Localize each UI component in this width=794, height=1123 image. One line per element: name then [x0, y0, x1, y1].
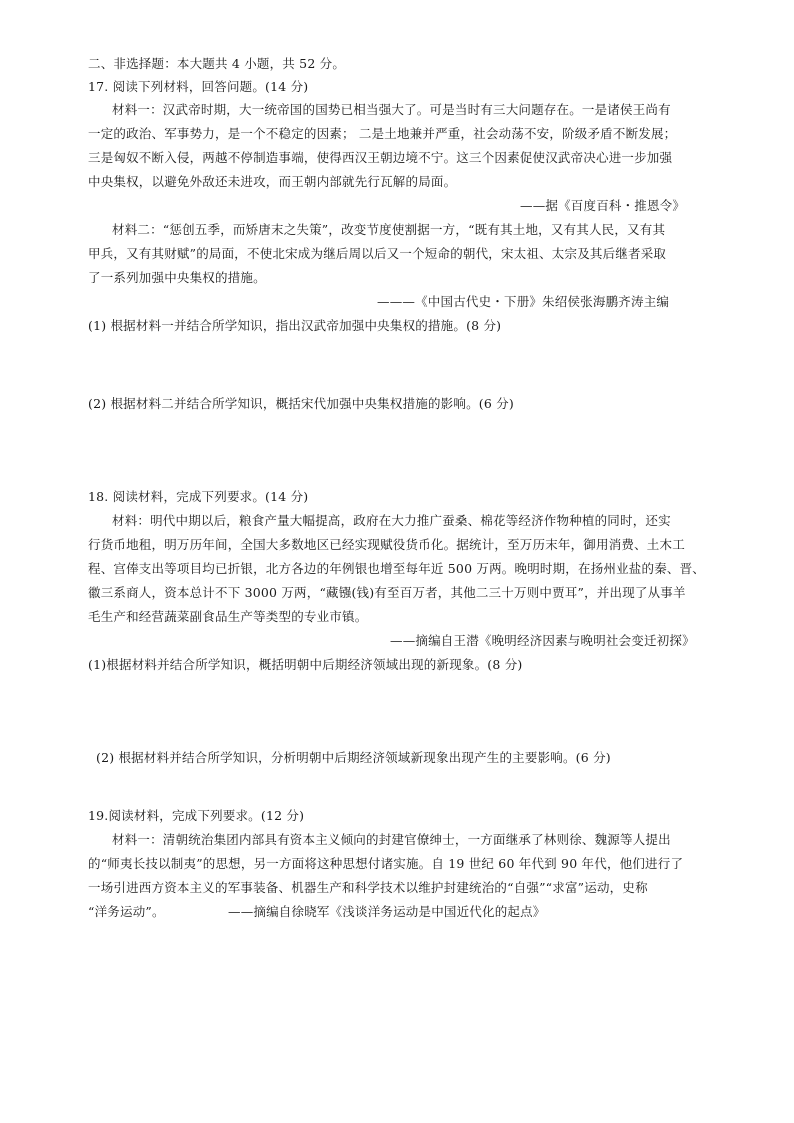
q18-material-line: 毛生产和经营蔬菜副食品生产等类型的专业市镇。: [88, 609, 368, 624]
q19-material-line: 一场引进西方资本主义的军事装备、机器生产和科学技术以维护封建统治的“自强”“求富”运动，史称: [88, 880, 648, 895]
q17-source1: ——据《百度百科・推恩令》: [520, 198, 686, 213]
q19-source: ——摘编自徐晓军《浅谈洋务运动是中国近代化的起点》: [228, 904, 546, 919]
q18-material-line: 行货币地租，明万历年间，全国大多数地区已经实现赋役货币化。据统计，至万历末年，御用消费、土木工: [88, 537, 685, 552]
q19-material-line: 的“师夷长技以制夷”的思想，另一方面将这种思想付诸实施。自 19 世纪 60 年代到 90 年代，他们进行了: [88, 856, 684, 871]
section-heading: 二、非选择题：本大题共 4 小题，共 52 分。: [88, 56, 346, 71]
q19-title: 19.阅读材料，完成下列要求。(12 分): [88, 808, 305, 823]
q18-material-line: 材料：明代中期以后，粮食产量大幅提高，政府在大力推广蚕桑、棉花等经济作物种植的同时，还实: [112, 513, 671, 528]
q18-material-line: 程、宫俸支出等项目均已折银，北方各边的年例银也增至每年近 500 万两。晚明时期，在扬州业盐的秦、晋、: [88, 561, 706, 576]
q17-title: 17. 阅读下列材料，回答问题。(14 分): [88, 79, 309, 94]
q18-source: ——摘编自王潜《晚明经济因素与晚明社会变迁初探》: [390, 633, 695, 648]
q18-title: 18. 阅读材料，完成下列要求。(14 分): [88, 489, 309, 504]
q19-material-line: “洋务运动”。: [88, 904, 165, 919]
q18-material-line: 徽三系商人，资本总计不下 3000 万两，“藏镪(钱)有至百万者，其他二三十万则中贾耳”，并出现了从事羊: [88, 585, 686, 600]
q17-material2-line: 材料二：“惩创五季，而矫唐末之失策”，改变节度使割据一方，“既有其土地，又有其人民，又有其: [112, 222, 666, 237]
q17-material1-line: 中央集权，以避免外敌还未进攻，而王朝内部就先行瓦解的局面。: [88, 174, 457, 189]
q18-subquestion-1: (1)根据材料并结合所学知识，概括明朝中后期经济领域出现的新现象。(8 分): [88, 657, 523, 672]
q17-subquestion-2: (2) 根据材料二并结合所学知识，概括宋代加强中央集权措施的影响。(6 分): [88, 396, 514, 411]
q17-subquestion-1: (1) 根据材料一并结合所学知识，指出汉武帝加强中央集权的措施。(8 分): [88, 318, 502, 333]
q17-material1-line: 一定的政治、军事势力，是一个不稳定的因素； 二是土地兼并严重，社会动荡不安，阶级矛盾不断发展；: [88, 126, 677, 141]
q18-subquestion-2: (2) 根据材料并结合所学知识，分析明朝中后期经济领域新现象出现产生的主要影响。(6 分): [96, 750, 611, 765]
q17-material2-line: 了一系列加强中央集权的措施。: [88, 270, 266, 285]
q19-material-line: 材料一：清朝统治集团内部具有资本主义倾向的封建官僚绅士，一方面继承了林则徐、魏源等人提出: [112, 832, 671, 847]
q17-source2: ———《中国古代史・下册》朱绍侯张海鹏齐涛主编: [377, 294, 670, 309]
q17-material2-line: 甲兵，又有其财赋”的局面，不使北宋成为继后周以后又一个短命的朝代，宋太祖、太宗及其后继者采取: [88, 246, 667, 261]
q17-material1-line: 材料一：汉武帝时期，大一统帝国的国势已相当强大了。可是当时有三大问题存在。一是诸侯王尚有: [112, 102, 671, 117]
q17-material1-line: 三是匈奴不断入侵，两越不停制造事端，使得西汉王朝边境不宁。这三个因素促使汉武帝决心进一步加强: [88, 150, 673, 165]
